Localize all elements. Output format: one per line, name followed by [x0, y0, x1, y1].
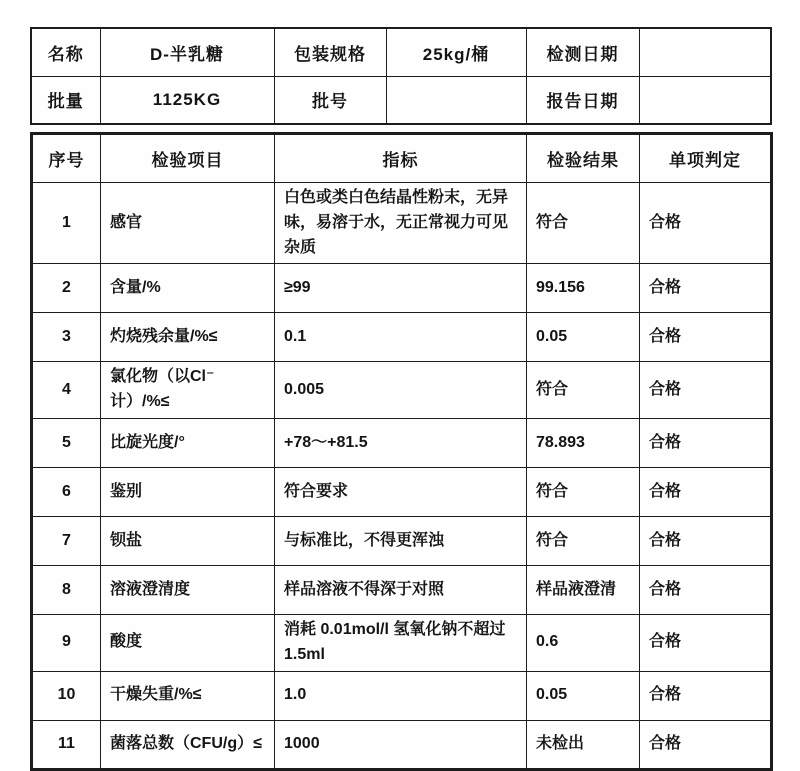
- row-judgement: 合格: [640, 264, 772, 313]
- row-result: 符合: [527, 467, 640, 516]
- product-name-label: 名称: [31, 28, 100, 76]
- row-no: 11: [32, 720, 101, 769]
- row-result: 符合: [527, 516, 640, 565]
- row-result: 78.893: [527, 418, 640, 467]
- info-row-1: [31, 28, 771, 76]
- row-result: 未检出: [527, 720, 640, 769]
- table-row: [32, 418, 772, 467]
- row-spec: 1.0: [275, 671, 527, 720]
- row-item: 氯化物（以Cl⁻计）/%≤: [101, 362, 275, 419]
- row-result: 符合: [527, 362, 640, 419]
- inspection-results-table: [30, 132, 773, 771]
- row-item: 溶液澄清度: [101, 565, 275, 614]
- row-no: 4: [32, 362, 101, 419]
- row-item: 比旋光度/°: [101, 418, 275, 467]
- table-row: [32, 467, 772, 516]
- row-result: 99.156: [527, 264, 640, 313]
- row-judgement: 合格: [640, 418, 772, 467]
- row-result: 0.6: [527, 614, 640, 671]
- table-row: [32, 516, 772, 565]
- row-item: 菌落总数（CFU/g）≤: [101, 720, 275, 769]
- row-result: 0.05: [527, 671, 640, 720]
- row-judgement: 合格: [640, 183, 772, 264]
- table-row: [32, 183, 772, 264]
- row-no: 10: [32, 671, 101, 720]
- row-item: 感官: [101, 183, 275, 264]
- batch-qty-value: 1125KG: [100, 76, 274, 124]
- table-row: [32, 614, 772, 671]
- col-header-result: 检验结果: [527, 134, 640, 183]
- row-no: 6: [32, 467, 101, 516]
- row-item: 灼烧残余量/%≤: [101, 313, 275, 362]
- row-result: 符合: [527, 183, 640, 264]
- results-header-row: [32, 134, 772, 183]
- report-date-label: 报告日期: [526, 76, 639, 124]
- row-judgement: 合格: [640, 362, 772, 419]
- product-name-value: D-半乳糖: [100, 28, 274, 76]
- row-spec: 白色或类白色结晶性粉末，无异味，易溶于水，无正常视力可见杂质: [275, 183, 527, 264]
- package-spec-value: 25kg/桶: [386, 28, 526, 76]
- table-row: [32, 313, 772, 362]
- table-row: [32, 362, 772, 419]
- row-no: 7: [32, 516, 101, 565]
- table-row: [32, 671, 772, 720]
- row-judgement: 合格: [640, 516, 772, 565]
- product-info-table: [30, 27, 772, 125]
- row-no: 5: [32, 418, 101, 467]
- col-header-judgement: 单项判定: [640, 134, 772, 183]
- col-header-no: 序号: [32, 134, 101, 183]
- row-judgement: 合格: [640, 313, 772, 362]
- row-spec: 0.1: [275, 313, 527, 362]
- row-judgement: 合格: [640, 671, 772, 720]
- row-item: 鉴别: [101, 467, 275, 516]
- row-judgement: 合格: [640, 720, 772, 769]
- test-date-label: 检测日期: [526, 28, 639, 76]
- row-spec: 与标准比，不得更浑浊: [275, 516, 527, 565]
- row-spec: 1000: [275, 720, 527, 769]
- row-item: 含量/%: [101, 264, 275, 313]
- row-spec: 0.005: [275, 362, 527, 419]
- table-row: [32, 264, 772, 313]
- row-spec: ≥99: [275, 264, 527, 313]
- row-result: 0.05: [527, 313, 640, 362]
- row-judgement: 合格: [640, 565, 772, 614]
- col-header-item: 检验项目: [101, 134, 275, 183]
- batch-no-label: 批号: [274, 76, 386, 124]
- row-item: 酸度: [101, 614, 275, 671]
- row-no: 2: [32, 264, 101, 313]
- table-row: [32, 720, 772, 769]
- package-spec-label: 包装规格: [274, 28, 386, 76]
- row-spec: 消耗 0.01mol/l 氢氧化钠不超过 1.5ml: [275, 614, 527, 671]
- row-spec: +78～+81.5: [275, 418, 527, 467]
- row-judgement: 合格: [640, 467, 772, 516]
- col-header-spec: 指标: [275, 134, 527, 183]
- table-row: [32, 565, 772, 614]
- row-result: 样品液澄清: [527, 565, 640, 614]
- row-spec: 样品溶液不得深于对照: [275, 565, 527, 614]
- info-row-2: [31, 76, 771, 124]
- row-no: 9: [32, 614, 101, 671]
- row-item: 钡盐: [101, 516, 275, 565]
- row-no: 1: [32, 183, 101, 264]
- row-spec: 符合要求: [275, 467, 527, 516]
- test-date-value: [639, 28, 771, 76]
- report-date-value: [639, 76, 771, 124]
- row-no: 3: [32, 313, 101, 362]
- row-no: 8: [32, 565, 101, 614]
- row-item: 干燥失重/%≤: [101, 671, 275, 720]
- batch-no-value: [386, 76, 526, 124]
- batch-qty-label: 批量: [31, 76, 100, 124]
- row-judgement: 合格: [640, 614, 772, 671]
